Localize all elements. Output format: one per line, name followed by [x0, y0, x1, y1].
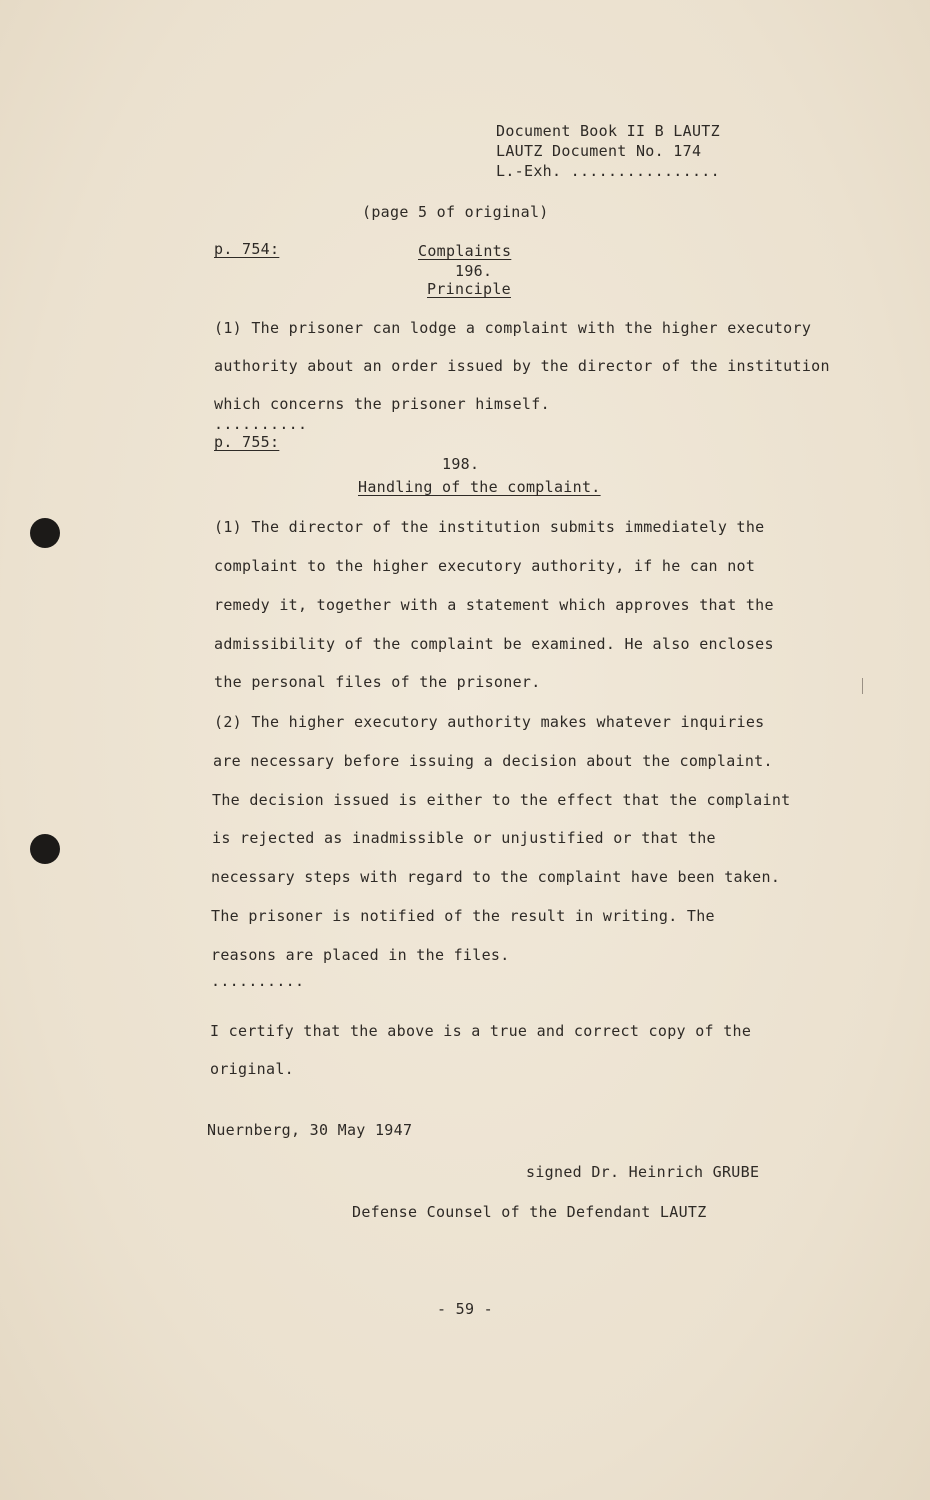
section-ref: p. 755: — [214, 433, 280, 451]
signature: signed Dr. Heinrich GRUBE — [526, 1163, 760, 1181]
header-line-2: LAUTZ Document No. 174 — [496, 142, 702, 160]
body-line: which concerns the prisoner himself. — [214, 395, 550, 413]
section-heading: Complaints — [418, 242, 512, 260]
certification-line-2: original. — [210, 1060, 294, 1078]
header-line-1: Document Book II B LAUTZ — [496, 122, 720, 140]
punch-hole-top — [30, 518, 60, 548]
body-line: The decision issued is either to the effect that the complaint — [212, 791, 791, 809]
body-line: The prisoner is notified of the result in writing. The — [211, 907, 715, 925]
body-line: are necessary before issuing a decision about the complaint. — [213, 752, 773, 770]
section-number: 196. — [455, 262, 493, 280]
body-line: admissibility of the complaint be examined. He also encloses — [214, 635, 774, 653]
page-note: (page 5 of original) — [362, 203, 549, 221]
body-line: necessary steps with regard to the complaint have been taken. — [211, 868, 781, 886]
punch-hole-bottom — [30, 834, 60, 864]
section-number: 198. — [442, 455, 480, 473]
body-line: reasons are placed in the files. — [211, 946, 510, 964]
section-ref: p. 754: — [214, 240, 280, 258]
paper-mark — [862, 678, 863, 694]
header-line-3: L.-Exh. ................ — [496, 162, 720, 180]
ellipsis: .......... — [214, 415, 308, 433]
section-subheading: Principle — [427, 280, 511, 298]
body-line: the personal files of the prisoner. — [214, 673, 541, 691]
body-line: remedy it, together with a statement which approves that the — [214, 596, 774, 614]
body-line: is rejected as inadmissible or unjustified or that the — [212, 829, 716, 847]
page-number: - 59 - — [437, 1300, 493, 1318]
body-line: (2) The higher executory authority makes whatever inquiries — [214, 713, 765, 731]
body-line: (1) The prisoner can lodge a complaint with the higher executory — [214, 319, 812, 337]
body-line: complaint to the higher executory authority, if he can not — [214, 557, 756, 575]
section-heading: Handling of the complaint. — [358, 478, 601, 496]
signer-role: Defense Counsel of the Defendant LAUTZ — [352, 1203, 707, 1221]
body-line: authority about an order issued by the director of the institution — [214, 357, 830, 375]
certification-line-1: I certify that the above is a true and correct copy of the — [210, 1022, 752, 1040]
body-line: (1) The director of the institution submits immediately the — [214, 518, 765, 536]
place-date: Nuernberg, 30 May 1947 — [207, 1121, 413, 1139]
ellipsis: .......... — [211, 972, 305, 990]
